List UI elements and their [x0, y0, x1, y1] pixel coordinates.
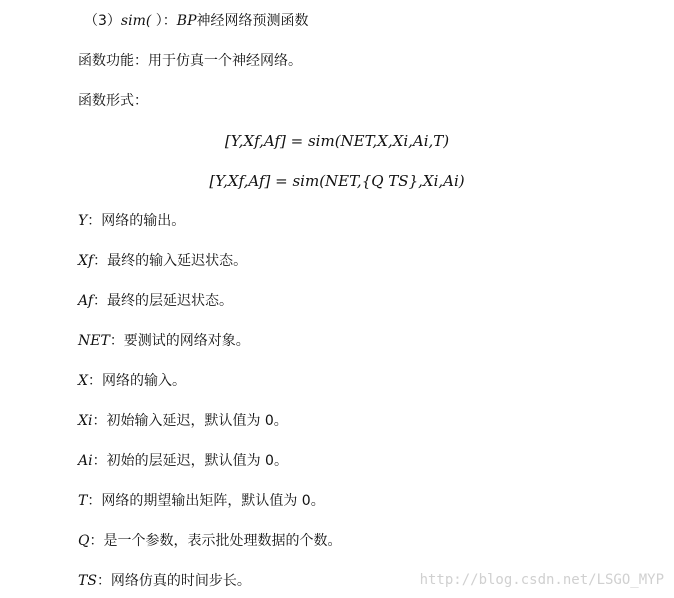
formula-2-left: [Y,Xf,Af] — [209, 172, 271, 190]
param-symbol: Xf — [78, 253, 94, 269]
heading-prefix: （3） — [84, 13, 121, 29]
formula-1-eq: = — [285, 132, 308, 150]
param-symbol: NET — [78, 333, 110, 349]
param-description: ：网络的输入。 — [87, 373, 186, 389]
param-symbol: Y — [78, 213, 88, 229]
param-item — [78, 371, 186, 391]
param-description: ：网络仿真的时间步长。 — [96, 573, 251, 589]
param-description: ：最终的层延迟状态。 — [93, 293, 234, 309]
heading-text: 神经网络预测函数 — [196, 13, 309, 29]
param-symbol: X — [78, 373, 88, 389]
param-description: ：初始的层延迟，默认值为 0。 — [92, 453, 288, 469]
param-description: ：网络的期望输出矩阵，默认值为 0。 — [87, 493, 325, 509]
param-symbol: Xi — [78, 413, 93, 429]
param-item — [78, 251, 247, 271]
function-description: 函数功能：用于仿真一个神经网络。 — [78, 53, 302, 69]
formula-2 — [0, 171, 674, 191]
formula-2-eq: = — [270, 172, 293, 190]
function-form-label: 函数形式： — [78, 93, 148, 109]
section-heading — [84, 11, 309, 31]
param-item — [78, 411, 288, 431]
heading-paren: ）： — [151, 13, 177, 29]
formula-2-right: sim(NET,{Q TS},Xi,Ai) — [292, 172, 465, 190]
blog-watermark: http://blog.csdn.net/LSGO_MYP — [419, 572, 664, 588]
param-item — [78, 491, 325, 511]
heading-bp: BP — [176, 13, 197, 29]
param-symbol: Af — [78, 293, 94, 309]
param-description: ：要测试的网络对象。 — [109, 333, 250, 349]
formula-1 — [0, 131, 674, 151]
param-symbol: T — [78, 493, 88, 509]
param-symbol: Ai — [78, 453, 93, 469]
param-item — [78, 331, 250, 351]
param-item — [78, 451, 288, 471]
param-description: ：最终的输入延迟状态。 — [93, 253, 248, 269]
heading-func: sim( — [120, 13, 152, 29]
formula-1-left: [Y,Xf,Af] — [224, 132, 286, 150]
param-symbol: Q — [78, 533, 90, 549]
param-item — [78, 291, 233, 311]
param-description: ：是一个参数，表示批处理数据的个数。 — [89, 533, 342, 549]
param-item — [78, 571, 251, 591]
param-item — [78, 531, 341, 551]
param-symbol: TS — [78, 573, 97, 589]
formula-1-right: sim(NET,X,Xi,Ai,T) — [307, 132, 450, 150]
param-description: ：初始输入延迟，默认值为 0。 — [92, 413, 288, 429]
param-description: ：网络的输出。 — [87, 213, 186, 229]
param-item — [78, 211, 185, 231]
